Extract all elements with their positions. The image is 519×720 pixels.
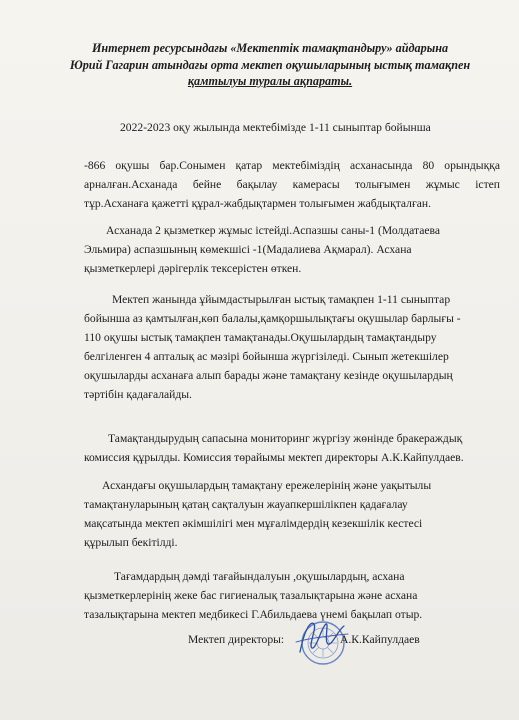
text-line: мақсатында мектеп әкімшілігі мен мұғалімдердің кезекшілік кестесі [84, 517, 423, 531]
paragraph-3 [84, 290, 500, 405]
text-line: тазалықтарына мектеп медбикесі Г.Абильдаева үнемі бақылап отыр. [84, 608, 423, 622]
text-line: арналған.Асханада бейне бақылау камерасы толығымен жұмыс істеп [84, 178, 500, 192]
text-line: 110 оқушы ыстық тамақпен тамақтанады.Оқушылардың тамақтандыру [84, 331, 437, 345]
signatory-name: А.К.Кайпулдаев [340, 633, 420, 646]
paragraph-5 [84, 476, 500, 552]
paragraph-2 [84, 221, 500, 278]
text-line: -866 оқушы бар.Сонымен қатар мектебіміздің асханасында 80 орындыққа [84, 159, 500, 172]
text-line: қызметкерлері дәрігерлік тексерістен өткен. [84, 262, 302, 276]
text-line: Тамақтандырудың сапасына мониторинг жүргізу жөнінде бракераждық [108, 432, 463, 445]
document-title [60, 40, 480, 90]
title-line: қамтылуы туралы ақпараты. [187, 74, 353, 88]
signature-block [188, 633, 420, 646]
paragraph-4 [84, 429, 500, 467]
text-line: құрылып бекітілді. [84, 536, 178, 550]
signatory-role: Мектеп директоры: [188, 633, 285, 646]
text-line: Эльмира) аспазшының көмекшісі -1(Мадалиева Ақмарал). Асхана [84, 243, 412, 257]
text-line: Асхандағы оқушылардың тамақтану ережелерінің және уақытылы [102, 479, 432, 492]
text-line: белгіленген 4 апталық ас мәзірі бойынша жүргізіледі. Сынып жетекшілер [84, 350, 449, 364]
text-line: комиссия құрылды. Комиссия төрайымы мектеп директоры А.К.Кайпулдаев. [84, 451, 464, 465]
text-line: Тағамдардың дәмді тағайындалуын ,оқушылардың, асхана [114, 570, 405, 583]
paragraph-1 [84, 118, 494, 137]
text-line: қызметкерлерінің жеке бас гигиеналық тазалықтарына және асхана [84, 589, 418, 603]
paragraph-1-cont [84, 156, 500, 213]
text-line: 2022-2023 оқу жылында мектебімізде 1-11 сыныптар бойынша [120, 121, 431, 134]
title-line: Юрий Гагарин атындағы орта мектеп оқушыларының ыстық тамақпен [69, 57, 471, 72]
text-line: тамақтануларының қатаң сақталуын жауапкершілікпен қадағалау [84, 498, 408, 512]
text-line: Асханада 2 қызметкер жұмыс істейді.Аспазшы саны-1 (Молдатаева [106, 224, 440, 237]
text-line: тұр.Асханаға қажетті құрал-жабдықтармен толығымен жабдықталған. [84, 197, 431, 211]
title-line: Интернет ресурсындағы «Мектептік тамақтандыру» айдарына [91, 41, 449, 55]
text-line: тәртібін қадағалайды. [84, 388, 192, 402]
text-line: оқушыларды асханаға алып барады және тамақтану кезінде оқушылардың [84, 369, 453, 383]
text-line: Мектеп жанында ұйымдастырылған ыстық тамақпен 1-11 сыныптар [112, 293, 451, 306]
text-line: бойынша аз қамтылған,көп балалы,қамқоршылықтағы оқушылар барлығы - [84, 312, 461, 326]
